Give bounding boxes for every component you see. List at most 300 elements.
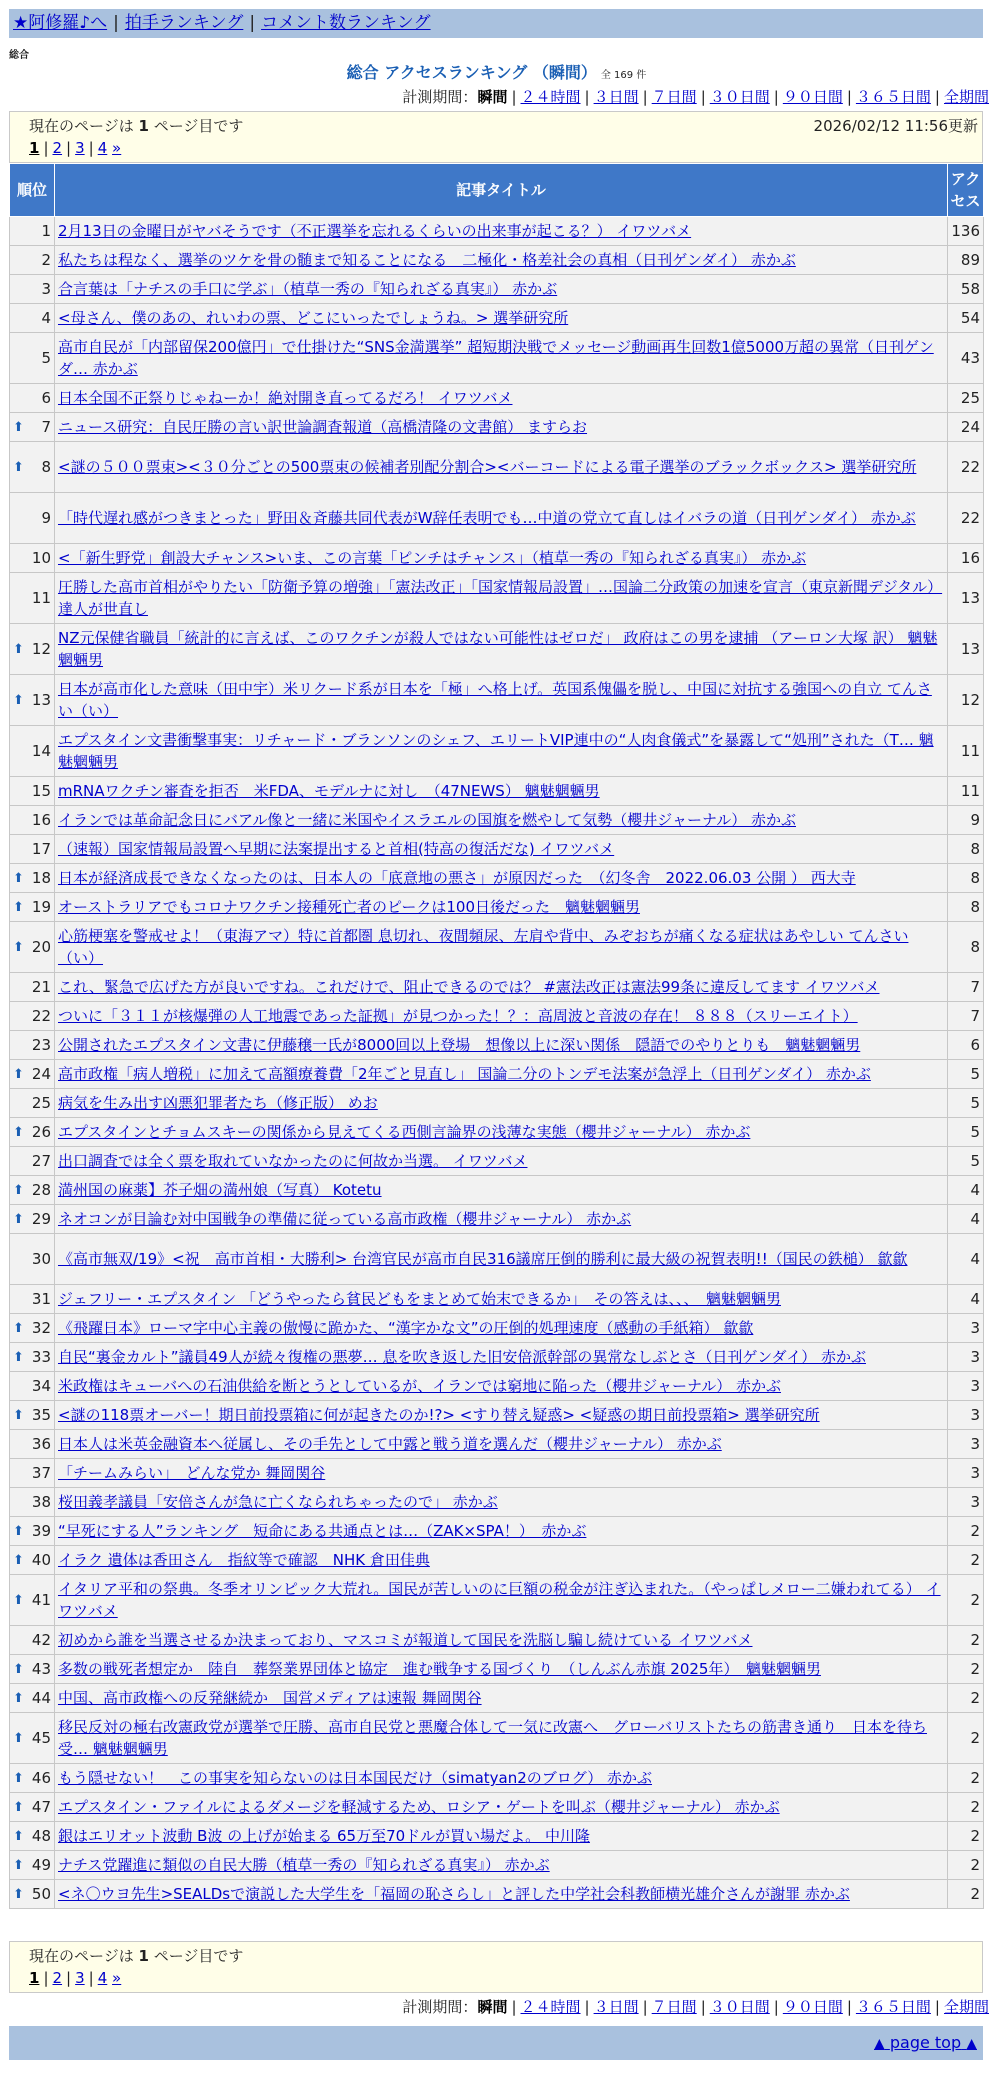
rank-cell (10, 333, 55, 384)
next-page-link[interactable]: » (112, 1969, 122, 1987)
article-link[interactable]: ニュース研究：自民圧勝の言い訳世論調査報道（高橋清隆の文書館） ますらお (58, 418, 588, 436)
triangle-up-icon: ▲ (966, 2036, 977, 2052)
rank-cell (10, 1488, 55, 1517)
page-link[interactable]: 3 (75, 1969, 85, 1987)
article-link[interactable]: 日本が高市化した意味（田中宇）米リクード系が日本を「極」へ格上げ。英国系傀儡を脱し、中国に対抗する強国への自立 てんさい（い） (58, 680, 932, 720)
rank-number: 44 (31, 1689, 51, 1707)
rank-cell (10, 1031, 55, 1060)
access-count: 11 (948, 726, 984, 777)
access-count: 3 (948, 1430, 984, 1459)
rank-cell (10, 1401, 55, 1430)
period-separator: | (773, 88, 779, 106)
period-link[interactable]: ３日間 (593, 88, 639, 106)
rank-cell (10, 1002, 55, 1031)
rank-number: 48 (31, 1827, 51, 1845)
access-count: 2 (948, 1517, 984, 1546)
article-link[interactable]: 桜田義孝議員「安倍さんが急に亡くなられちゃったので」 赤かぶ (58, 1493, 498, 1511)
access-count: 8 (948, 864, 984, 893)
rank-cell (10, 1655, 55, 1684)
rank-cell (10, 1205, 55, 1234)
rank-cell (10, 1626, 55, 1655)
table-row (10, 1684, 984, 1713)
access-count: 24 (948, 413, 984, 442)
rank-number: 32 (31, 1319, 51, 1337)
article-link[interactable]: 公開されたエプスタイン文書に伊藤穣一氏が8000回以上登場 想像以上に深い関係 隠語でのやりとりも 魑魅魍魎男 (58, 1036, 861, 1054)
access-count: 8 (948, 835, 984, 864)
rank-number: 37 (31, 1464, 51, 1482)
rank-number: 15 (31, 782, 51, 800)
pager-separator: | (43, 139, 49, 157)
rank-cell (10, 384, 55, 413)
article-link[interactable]: 《飛躍日本》ローマ字中心主義の傲慢に跪かた、“漢字かな文”の圧倒的処理速度（感動の手紙箱） 歙歙 (58, 1319, 754, 1337)
title-cell (55, 893, 948, 922)
rank-number: 34 (31, 1377, 51, 1395)
title-cell (55, 1880, 948, 1909)
nav-separator: | (113, 13, 119, 33)
rank-cell (10, 573, 55, 624)
period-link[interactable]: ２４時間 (520, 1998, 581, 2016)
rank-cell (10, 864, 55, 893)
rank-cell (10, 442, 55, 493)
table-row (10, 217, 984, 246)
article-link[interactable]: 日本人は米英金融資本へ従属し、その手先として中露と戦う道を選んだ（櫻井ジャーナル） 赤かぶ (58, 1435, 722, 1453)
pager-separator: | (66, 1969, 72, 1987)
rank-number: 35 (31, 1406, 51, 1424)
article-link[interactable]: ついに「３１１が核爆弾の人工地震であった証拠」が見つかった！？：高周波と音波の存在！ ８８８（スリーエイト） (58, 1007, 858, 1025)
top-nav-bar (9, 9, 983, 38)
rank-cell (10, 1118, 55, 1147)
period-separator: | (642, 1998, 648, 2016)
title-cell (55, 217, 948, 246)
rank-cell (10, 777, 55, 806)
table-row (10, 1089, 984, 1118)
rank-cell (10, 1372, 55, 1401)
page-link[interactable]: 3 (75, 139, 85, 157)
period-separator: | (934, 88, 940, 106)
article-link[interactable]: オーストラリアでもコロナワクチン接種死亡者のピークは100日後だった 魑魅魍魎男 (58, 898, 640, 916)
access-count: 3 (948, 1488, 984, 1517)
article-link[interactable]: <謎の118票オーバー！期日前投票箱に何が起きたのか!?> <すり替え疑惑> <疑惑の期日前投票箱> 選挙研究所 (58, 1406, 820, 1424)
period-link[interactable]: ７日間 (651, 1998, 697, 2016)
article-link[interactable]: 多数の戦死者想定か 陸自 葬祭業界団体と協定 進む戦争する国づくり （しんぶん赤旗 2025年） 魑魅魍魎男 (58, 1660, 821, 1678)
period-link[interactable]: ３６５日間 (855, 1998, 931, 2016)
rank-header: 順位 (10, 164, 55, 217)
up-arrow-icon: ⬆ (13, 1408, 24, 1423)
up-arrow-icon: ⬆ (13, 1212, 24, 1227)
rank-number: 5 (41, 349, 51, 367)
article-link[interactable]: <ネ〇ウヨ先生>SEALDsで演説した大学生を「福岡の恥さらし」と評した中学社会科教師横光雄介さんが謝罪 赤かぶ (58, 1885, 850, 1903)
table-row (10, 413, 984, 442)
rank-number: 24 (31, 1065, 51, 1083)
rank-number: 1 (41, 222, 51, 240)
rank-number: 11 (31, 589, 51, 607)
up-arrow-icon: ⬆ (13, 1691, 24, 1706)
rank-number: 18 (31, 869, 51, 887)
rank-number: 17 (31, 840, 51, 858)
table-row (10, 1285, 984, 1314)
rank-cell (10, 1089, 55, 1118)
home-link[interactable]: ★阿修羅♪へ (13, 13, 108, 33)
period-selector-bottom (402, 1996, 989, 2017)
period-link[interactable]: ３０日間 (709, 1998, 770, 2016)
article-link[interactable]: 2月13日の金曜日がヤバそうです（不正選挙を忘れるくらいの出来事が起こる？） イワツバメ (58, 222, 692, 240)
access-count: 13 (948, 573, 984, 624)
period-separator: | (511, 1998, 517, 2016)
table-row (10, 1713, 984, 1764)
up-arrow-icon: ⬆ (13, 1183, 24, 1198)
title-cell (55, 1285, 948, 1314)
table-row (10, 1546, 984, 1575)
access-count: 2 (948, 1655, 984, 1684)
table-row (10, 973, 984, 1002)
table-row (10, 1002, 984, 1031)
period-separator: | (642, 88, 648, 106)
rank-number: 49 (31, 1856, 51, 1874)
table-row (10, 726, 984, 777)
current-page-suffix: ページ目です (148, 117, 244, 135)
period-link[interactable]: ７日間 (651, 88, 697, 106)
applause-ranking-link[interactable]: 拍手ランキング (124, 13, 244, 33)
table-row (10, 922, 984, 973)
rank-cell (10, 1822, 55, 1851)
title-cell (55, 1234, 948, 1285)
comment-ranking-link[interactable]: コメント数ランキング (261, 13, 431, 33)
period-selector-top (402, 86, 989, 107)
rank-number: 31 (31, 1290, 51, 1308)
article-link[interactable]: 心筋梗塞を警戒せよ！（東海アマ）特に首都圏 息切れ、夜間頻尿、左肩や背中、みぞおちが痛くなる症状はあやしい てんさい（い） (58, 927, 909, 967)
title-cell (55, 493, 948, 544)
article-link[interactable]: 高市自民が「内部留保200億円」で仕掛けた“SNS金満選挙” 超短期決戦でメッセージ動画再生回数1億5000万超の異常（日刊ゲンダ… 赤かぶ (58, 338, 934, 378)
title-cell (55, 1176, 948, 1205)
rank-number: 16 (31, 811, 51, 829)
article-link[interactable]: 自民“裏金カルト”議員49人が続々復権の悪夢… 息を吹き返した旧安倍派幹部の異常なしぶとさ（日刊ゲンダイ） 赤かぶ (58, 1348, 866, 1366)
up-arrow-icon: ⬆ (13, 420, 24, 435)
rank-number: 9 (41, 509, 51, 527)
pager-separator: | (88, 1969, 94, 1987)
rank-cell (10, 1546, 55, 1575)
rank-number: 19 (31, 898, 51, 916)
title-cell (55, 1401, 948, 1430)
rank-cell (10, 304, 55, 333)
rank-number: 38 (31, 1493, 51, 1511)
page-link[interactable]: 2 (52, 1969, 63, 1987)
access-count: 3 (948, 1343, 984, 1372)
period-separator: | (773, 1998, 779, 2016)
article-link[interactable]: mRNAワクチン審査を拒否 米FDA、モデルナに対し （47NEWS） 魑魅魍魎男 (58, 782, 600, 800)
period-separator: | (584, 88, 590, 106)
table-row (10, 1118, 984, 1147)
table-row (10, 675, 984, 726)
table-row (10, 1851, 984, 1880)
access-count: 2 (948, 1822, 984, 1851)
article-link[interactable]: 移民反対の極右改憲政党が選挙で圧勝、高市自民党と悪魔合体して一気に改憲へ グローバリストたちの筋書き通り 日本を待ち受… 魑魅魍魎男 (58, 1718, 927, 1758)
article-link[interactable]: 日本が経済成長できなくなったのは、日本人の「底意地の悪さ」が原因だった （幻冬舎 2022.06.03 公開 ） 西大寺 (58, 869, 856, 887)
title-cell (55, 1060, 948, 1089)
access-count: 43 (948, 333, 984, 384)
page-info-top (9, 111, 983, 163)
article-link[interactable]: <母さん、僕のあの、れいわの票、どこにいったでしょうね。> 選挙研究所 (58, 309, 569, 327)
period-label: 計測期間： (402, 1998, 478, 2016)
rank-cell (10, 1459, 55, 1488)
period-separator: | (846, 88, 852, 106)
period-link[interactable]: ９０日間 (782, 88, 843, 106)
article-link[interactable]: イラク 遺体は香田さん 指紋等で確認 NHK 倉田佳典 (58, 1551, 430, 1569)
rank-cell (10, 1851, 55, 1880)
page-title (0, 60, 993, 83)
rank-cell (10, 1234, 55, 1285)
article-link[interactable]: 中国、高市政権への反発継続か 国営メディアは速報 舞岡関谷 (58, 1689, 482, 1707)
rank-cell (10, 1517, 55, 1546)
access-count: 11 (948, 777, 984, 806)
article-link[interactable]: 私たちは程なく、選挙のツケを骨の髄まで知ることになる 二極化・格差社会の真相（日刊ゲンダイ） 赤かぶ (58, 251, 796, 269)
table-row (10, 1147, 984, 1176)
rank-cell (10, 1793, 55, 1822)
rank-number: 22 (31, 1007, 51, 1025)
title-cell (55, 1430, 948, 1459)
rank-number: 14 (31, 742, 51, 760)
title-cell (55, 726, 948, 777)
article-link[interactable]: <謎の５００票束><３０分ごとの500票束の候補者別配分割合><バーコードによる電子選挙のブラックボックス> 選挙研究所 (58, 458, 917, 476)
table-row (10, 1401, 984, 1430)
title-cell (55, 1713, 948, 1764)
page-top-label: page top (889, 2033, 962, 2052)
page-info-bottom (9, 1941, 983, 1993)
title-cell (55, 1793, 948, 1822)
period-link[interactable]: ３０日間 (709, 88, 770, 106)
title-cell (55, 1488, 948, 1517)
article-link[interactable]: 病気を生み出す凶悪犯罪者たち（修正版） めお (58, 1094, 378, 1112)
up-arrow-icon: ⬆ (13, 1829, 24, 1844)
article-link[interactable]: 合言葉は「ナチスの手口に学ぶ」（植草一秀の『知られざる真実』） 赤かぶ (58, 280, 558, 298)
rank-cell (10, 413, 55, 442)
article-link[interactable]: 「時代遅れ感がつきまとった」野田＆斉藤共同代表がW辞任表明でも…中道の党立て直しはイバラの道（日刊ゲンダイ） 赤かぶ (58, 509, 916, 527)
article-link[interactable]: ネオコンが目論む対中国戦争の準備に従っている高市政権（櫻井ジャーナル） 赤かぶ (58, 1210, 632, 1228)
pagination (29, 1969, 121, 1987)
rank-cell (10, 1430, 55, 1459)
title-cell (55, 864, 948, 893)
period-link[interactable]: ９０日間 (782, 1998, 843, 2016)
article-link[interactable]: イランでは革命記念日にバアル像と一緒に米国やイスラエルの国旗を燃やして気勢（櫻井ジャーナル） 赤かぶ (58, 811, 796, 829)
nav-separator: | (249, 13, 256, 33)
period-current: 瞬間 (477, 88, 508, 106)
title-cell (55, 275, 948, 304)
table-row (10, 624, 984, 675)
page-top-link[interactable] (874, 2033, 977, 2052)
table-row (10, 573, 984, 624)
page-link[interactable]: 4 (97, 139, 108, 157)
rank-number: 41 (31, 1591, 51, 1609)
up-arrow-icon: ⬆ (13, 1593, 24, 1608)
article-link[interactable]: NZ元保健省職員「統計的に言えば、このワクチンが殺人ではない可能性はゼロだ」 政府はこの男を逮捕 （アーロン大塚 訳） 魑魅魍魎男 (58, 629, 938, 669)
article-link[interactable]: エプスタイン・ファイルによるダメージを軽減するため、ロシア・ゲートを叫ぶ（櫻井ジャーナル） 赤かぶ (58, 1798, 780, 1816)
rank-number: 7 (41, 418, 51, 436)
rank-number: 47 (31, 1798, 51, 1816)
article-link[interactable]: <「新生野党」創設大チャンス>いま、この言葉「ピンチはチャンス」（植草一秀の『知られざる真実』） 赤かぶ (58, 549, 807, 567)
access-count: 5 (948, 1147, 984, 1176)
access-count: 5 (948, 1089, 984, 1118)
article-link[interactable]: ナチス党躍進に類似の自民大勝（植草一秀の『知られざる真実』） 赤かぶ (58, 1856, 550, 1874)
article-link[interactable]: 高市政権「病人増税」に加えて高額療養費「2年ごと見直し」 国論二分のトンデモ法案が急浮上（日刊ゲンダイ） 赤かぶ (58, 1065, 871, 1083)
page-link[interactable]: 4 (97, 1969, 108, 1987)
rank-number: 30 (31, 1250, 51, 1268)
footer-bar (9, 2026, 983, 2060)
current-page-number: 1 (138, 117, 149, 135)
page-title-text: 総合 アクセスランキング （瞬間） (346, 63, 597, 82)
access-count: 8 (948, 893, 984, 922)
table-row (10, 1655, 984, 1684)
access-count: 2 (948, 1764, 984, 1793)
page-link[interactable]: 1 (29, 1969, 40, 1987)
up-arrow-icon: ⬆ (13, 940, 24, 955)
access-count: 2 (948, 1880, 984, 1909)
article-link[interactable]: エプスタインとチョムスキーの関係から見えてくる西側言論界の浅薄な実態（櫻井ジャーナル） 赤かぶ (58, 1123, 751, 1141)
access-count: 6 (948, 1031, 984, 1060)
up-arrow-icon: ⬆ (13, 1125, 24, 1140)
section-tag: 総合 (9, 50, 29, 61)
article-link[interactable]: 出口調査では全く票を取れていなかったのに何故か当選。 イワツバメ (58, 1152, 528, 1170)
table-row (10, 893, 984, 922)
table-row (10, 1822, 984, 1851)
rank-cell (10, 835, 55, 864)
article-link[interactable]: もう隠せない！ この事実を知らないのは日本国民だけ（simatyan2のブログ） 赤かぶ (58, 1769, 653, 1787)
article-link[interactable]: 《高市無双/19》<祝 高市首相・大勝利> 台湾官民が高市自民316議席圧倒的勝利に最大級の祝賀表明!!（国民の鉄槌） 歙歙 (58, 1250, 908, 1268)
title-cell (55, 1031, 948, 1060)
title-cell (55, 1372, 948, 1401)
title-cell (55, 1118, 948, 1147)
access-count: 3 (948, 1401, 984, 1430)
rank-number: 13 (31, 691, 51, 709)
title-cell (55, 835, 948, 864)
title-cell (55, 544, 948, 573)
table-row (10, 442, 984, 493)
period-separator: | (700, 88, 706, 106)
access-count: 89 (948, 246, 984, 275)
up-arrow-icon: ⬆ (13, 1524, 24, 1539)
title-cell (55, 1147, 948, 1176)
access-count: 16 (948, 544, 984, 573)
access-count: 7 (948, 1002, 984, 1031)
updated-timestamp: 2026/02/12 11:56更新 (813, 117, 978, 135)
table-row (10, 1459, 984, 1488)
period-link[interactable]: 全期間 (943, 88, 989, 106)
access-count: 5 (948, 1060, 984, 1089)
period-link[interactable]: ２４時間 (520, 88, 581, 106)
title-cell (55, 973, 948, 1002)
article-link[interactable]: （速報）国家情報局設置へ早期に法案提出すると首相(特高の復活だな) イワツバメ (58, 840, 615, 858)
title-cell (55, 1822, 948, 1851)
access-count: 4 (948, 1234, 984, 1285)
rank-cell (10, 493, 55, 544)
access-count: 3 (948, 1372, 984, 1401)
access-count: 7 (948, 973, 984, 1002)
title-cell (55, 1684, 948, 1713)
up-arrow-icon: ⬆ (13, 1662, 24, 1677)
page-link[interactable]: 2 (52, 139, 63, 157)
article-link[interactable]: これ、緊急で広げた方が良いですね。これだけで、阻止できるのでは？ #憲法改正は憲法99条に違反してます イワツバメ (58, 978, 880, 996)
article-link[interactable]: ジェフリー・エプスタイン 「どうやったら貧民どもをまとめて始末できるか」 その答えは、、、 魑魅魍魎男 (58, 1290, 781, 1308)
rank-cell (10, 544, 55, 573)
article-link[interactable]: エプスタイン文書衝撃事実：リチャード・ブランソンのシェフ、エリートVIP連中の“人肉食儀式”を暴露して“処刑”された（T… 魑魅魍魎男 (58, 731, 934, 771)
title-cell (55, 1205, 948, 1234)
title-cell (55, 1089, 948, 1118)
rank-number: 28 (31, 1181, 51, 1199)
next-page-link[interactable]: » (112, 139, 122, 157)
article-link[interactable]: 圧勝した高市首相がやりたい「防衛予算の増強」「憲法改正」「国家情報局設置」…国論二分政策の加速を宣言（東京新聞デジタル） 達人が世直し (58, 578, 943, 618)
rank-cell (10, 1314, 55, 1343)
current-page-note (29, 1945, 243, 1966)
rank-cell (10, 675, 55, 726)
pager-separator: | (88, 139, 94, 157)
title-cell (55, 246, 948, 275)
table-row (10, 1517, 984, 1546)
rank-cell (10, 1713, 55, 1764)
article-link[interactable]: 銀はエリオット波動 B波 の上げが始まる 65万至70ドルが買い場だよ。 中川隆 (58, 1827, 590, 1845)
rank-cell (10, 1176, 55, 1205)
period-link[interactable]: 全期間 (943, 1998, 989, 2016)
rank-cell (10, 624, 55, 675)
access-count: 2 (948, 1575, 984, 1626)
access-count: 54 (948, 304, 984, 333)
article-link[interactable]: 満州国の麻薬】芥子畑の満州娘（写真） Kotetu (58, 1181, 382, 1199)
period-current: 瞬間 (477, 1998, 508, 2016)
up-arrow-icon: ⬆ (13, 900, 24, 915)
current-page-prefix: 現在のページは (29, 1947, 139, 1965)
title-cell (55, 333, 948, 384)
article-link[interactable]: 日本全国不正祭りじゃねーか！絶対開き直ってるだろ！ イワツバメ (58, 389, 513, 407)
period-separator: | (511, 88, 517, 106)
current-page-note (29, 115, 243, 136)
rank-cell (10, 973, 55, 1002)
access-count: 2 (948, 1713, 984, 1764)
rank-cell (10, 1764, 55, 1793)
title-cell (55, 1002, 948, 1031)
table-row (10, 1234, 984, 1285)
title-cell (55, 922, 948, 973)
up-arrow-icon: ⬆ (13, 1350, 24, 1365)
rank-cell (10, 1285, 55, 1314)
rank-number: 43 (31, 1660, 51, 1678)
article-link[interactable]: 米政権はキューバへの石油供給を断とうとしているが、イランでは窮地に陥った（櫻井ジャーナル） 赤かぶ (58, 1377, 781, 1395)
rank-cell (10, 806, 55, 835)
article-link[interactable]: 初めから誰を当選させるか決まっており、マスコミが報道して国民を洗脳し騙し続けている イワツバメ (58, 1631, 753, 1649)
table-row (10, 864, 984, 893)
access-count: 12 (948, 675, 984, 726)
ranking-table (9, 163, 984, 1909)
up-arrow-icon: ⬆ (13, 693, 24, 708)
access-count: 58 (948, 275, 984, 304)
article-link[interactable]: “早死にする人”ランキング 短命にある共通点とは…（ZAK×SPA！） 赤かぶ (58, 1522, 587, 1540)
up-arrow-icon: ⬆ (13, 1800, 24, 1815)
rank-number: 21 (31, 978, 51, 996)
title-cell (55, 1626, 948, 1655)
rank-number: 10 (31, 549, 51, 567)
up-arrow-icon: ⬆ (13, 1731, 24, 1746)
title-cell (55, 1655, 948, 1684)
current-page-number: 1 (138, 1947, 149, 1965)
article-link[interactable]: イタリア平和の祭典。冬季オリンピック大荒れ。国民が苦しいのに巨額の税金が注ぎ込まれた。（やっぱしメロー二嫌われてる） イワツバメ (58, 1580, 941, 1620)
access-count: 3 (948, 1314, 984, 1343)
period-label: 計測期間： (402, 88, 478, 106)
article-link[interactable]: 「チームみらい」 どんな党か 舞岡関谷 (58, 1464, 326, 1482)
rank-cell (10, 1147, 55, 1176)
table-row (10, 1343, 984, 1372)
period-link[interactable]: ３日間 (593, 1998, 639, 2016)
rank-number: 3 (41, 280, 51, 298)
title-cell (55, 573, 948, 624)
access-count: 2 (948, 1851, 984, 1880)
page-link[interactable]: 1 (29, 139, 40, 157)
period-link[interactable]: ３６５日間 (855, 88, 931, 106)
